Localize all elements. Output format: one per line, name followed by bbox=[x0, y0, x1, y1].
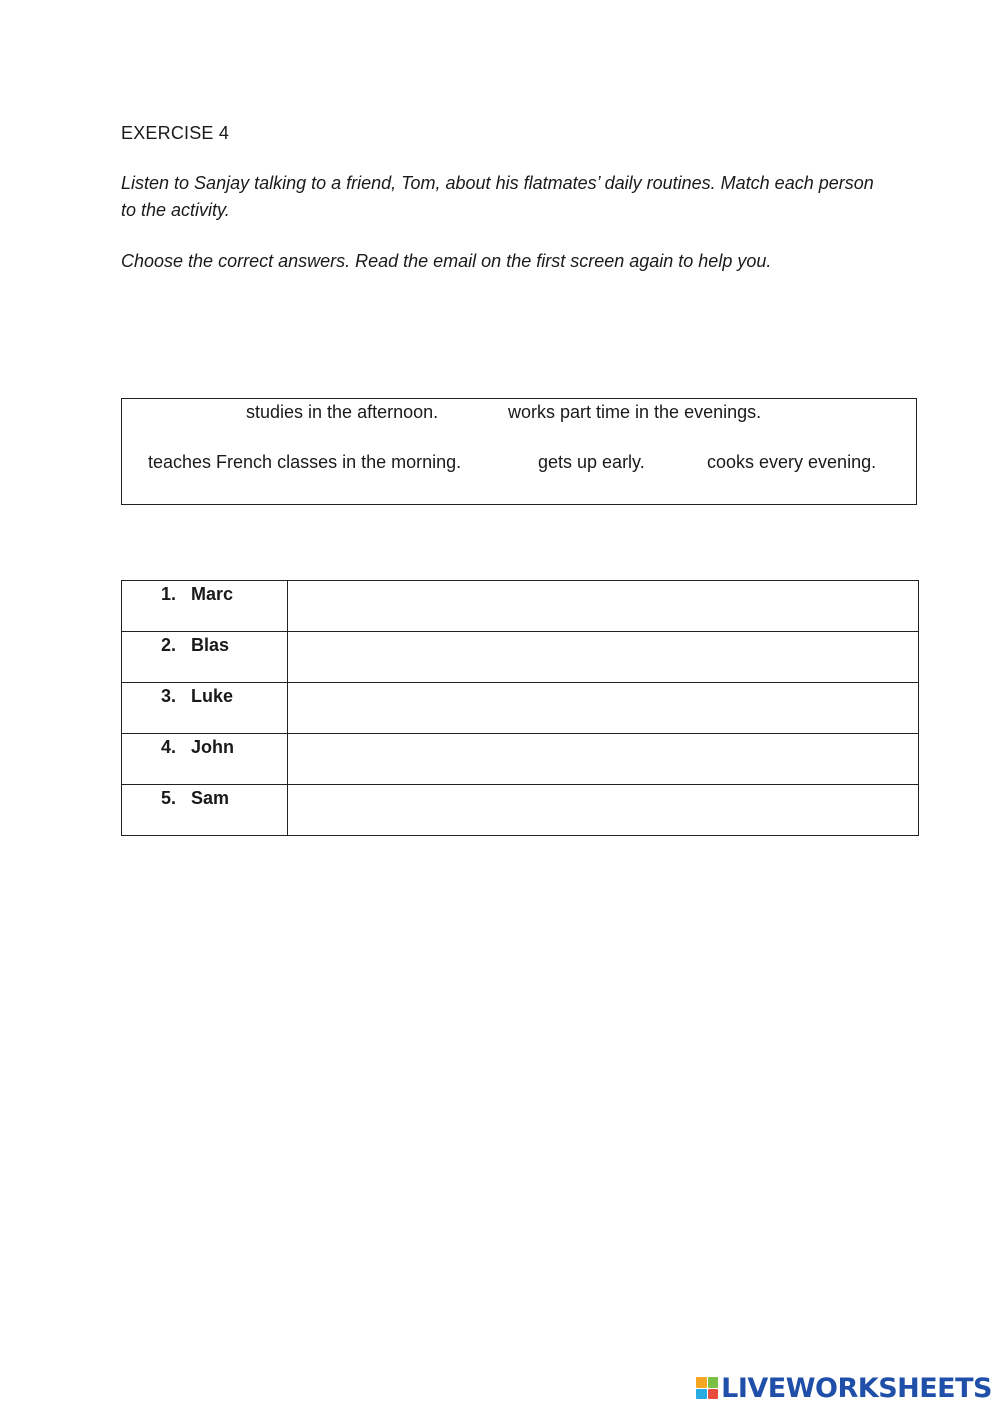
row-number: 1. bbox=[161, 584, 177, 604]
liveworksheets-logo-icon bbox=[696, 1377, 718, 1399]
person-name-cell bbox=[122, 734, 288, 785]
logo-text: LIVEWORKSHEETS bbox=[721, 1372, 992, 1404]
word-bank bbox=[121, 398, 917, 505]
row-number: 3. bbox=[161, 686, 177, 706]
word-bank-option[interactable]: gets up early. bbox=[538, 452, 645, 472]
person-name-cell bbox=[122, 785, 288, 836]
person-name: Marc bbox=[191, 584, 234, 604]
row-number: 5. bbox=[161, 788, 177, 808]
answer-drop-zone[interactable] bbox=[287, 632, 918, 683]
instruction-text: Listen to Sanjay talking to a friend, Tom, about his flatmates’ daily routines. Match each person to the activity. bbox=[121, 173, 874, 220]
exercise-title: EXERCISE 4 bbox=[121, 123, 230, 143]
logo-tile bbox=[708, 1377, 719, 1388]
table-row bbox=[122, 683, 919, 734]
word-bank-option[interactable]: teaches French classes in the morning. bbox=[148, 452, 462, 472]
word-bank-option[interactable]: works part time in the evenings. bbox=[508, 402, 762, 422]
table-row bbox=[122, 785, 919, 836]
logo-tile bbox=[696, 1377, 707, 1388]
liveworksheets-logo[interactable] bbox=[696, 1373, 992, 1403]
person-name: Sam bbox=[191, 788, 230, 808]
answer-drop-zone[interactable] bbox=[287, 581, 918, 632]
answer-drop-zone[interactable] bbox=[287, 683, 918, 734]
person-name: John bbox=[191, 737, 234, 757]
matching-table bbox=[121, 580, 919, 836]
person-name-cell bbox=[122, 683, 288, 734]
table-row bbox=[122, 581, 919, 632]
answer-drop-zone[interactable] bbox=[287, 785, 918, 836]
table-row bbox=[122, 632, 919, 683]
logo-tile bbox=[708, 1389, 719, 1400]
answer-drop-zone[interactable] bbox=[287, 734, 918, 785]
person-name: Blas bbox=[191, 635, 230, 655]
word-bank-option[interactable]: cooks every evening. bbox=[707, 452, 877, 472]
logo-tile bbox=[696, 1389, 707, 1400]
instruction-text: Choose the correct answers. Read the email on the first screen again to help you. bbox=[121, 251, 772, 271]
row-number: 4. bbox=[161, 737, 177, 757]
person-name-cell bbox=[122, 632, 288, 683]
person-name-cell bbox=[122, 581, 288, 632]
person-name: Luke bbox=[191, 686, 234, 706]
table-row bbox=[122, 734, 919, 785]
word-bank-option[interactable]: studies in the afternoon. bbox=[246, 402, 439, 422]
row-number: 2. bbox=[161, 635, 177, 655]
